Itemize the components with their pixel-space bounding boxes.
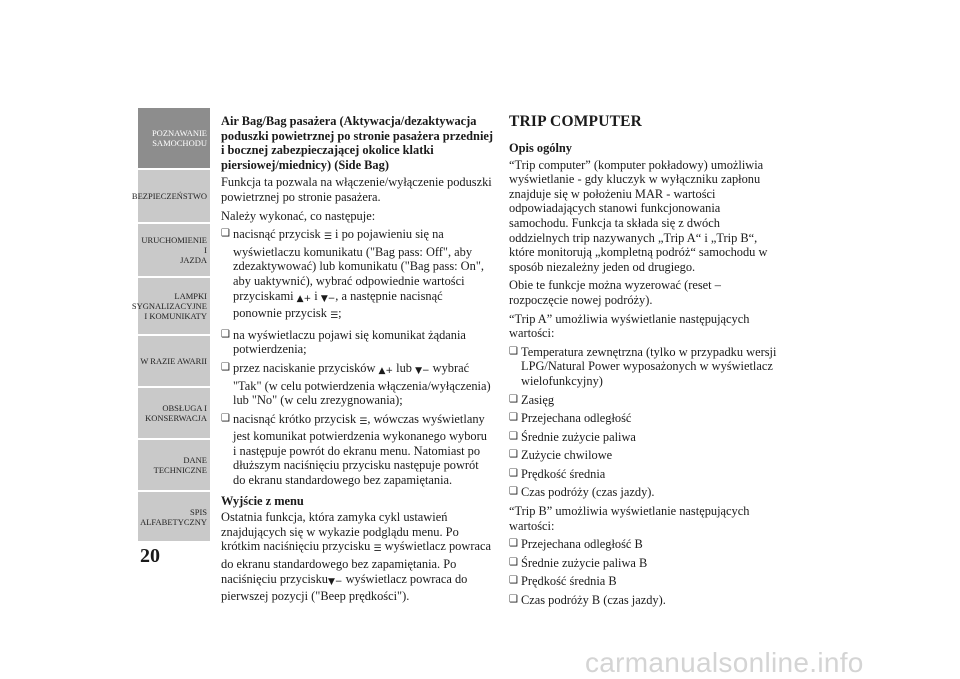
trip-b-intro: “Trip B” umożliwia wyświetlanie następujących wartości: <box>509 504 750 533</box>
tab-poznawanie-samochodu[interactable]: POZNAWANIE SAMOCHODU <box>138 108 210 168</box>
airbag-instruction: Należy wykonać, co następuje: <box>221 208 376 223</box>
trip-a-list <box>509 345 781 500</box>
tab-w-razie-awarii[interactable]: W RAZIE AWARII <box>138 336 210 386</box>
menu-button-icon: ☰ <box>373 544 382 555</box>
list-item: ❑ Średnie zużycie paliwa <box>509 430 781 445</box>
trip-b-list <box>509 537 781 607</box>
up-plus-button-icon: ▲+ <box>378 365 394 376</box>
list-item: ❑ Prędkość średnia B <box>509 574 781 589</box>
down-minus-button-icon: ▼− <box>328 576 343 587</box>
trip-computer-title: TRIP COMPUTER <box>509 113 643 130</box>
tab-bezpieczenstwo[interactable]: BEZPIECZEŃSTWO <box>138 170 210 222</box>
general-description-heading: Opis ogólny <box>509 141 573 155</box>
list-item: ❑ przez naciskanie przycisków ▲+ lub ▼− wybrać "Tak" (w celu potwierdzenia włączenia/wyłączenia) lub "No" (w celu zrezygnowania); <box>221 361 493 408</box>
list-item: ❑ Zasięg <box>509 393 781 408</box>
menu-button-icon: ☰ <box>330 311 339 322</box>
exit-menu-text: Ostatnia funkcja, która zamyka cykl ustawień znajdujących się w wykazie podglądu menu. Po krótkim naciśnięciu przycisku ☰ wyświetlacz powraca do ekranu standardowego bez zapamiętania. Po naciśnięciu przycisku▼− wyświetlacz powraca do pierwszej pozycji ("Beep prędkości"). <box>221 510 491 604</box>
chapter-sidebar <box>131 108 210 541</box>
list-item: ❑ Czas podróży (czas jazdy). <box>509 485 781 500</box>
menu-button-icon: ☰ <box>359 416 368 427</box>
list-item: ❑ na wyświetlaczu pojawi się komunikat żądania potwierdzenia; <box>221 328 493 357</box>
list-item: ❑ Zużycie chwilowe <box>509 448 781 463</box>
list-item: ❑ Przejechana odległość B <box>509 537 781 552</box>
tab-obsluga-i-konserwacja[interactable]: OBSŁUGA I KONSERWACJA <box>138 388 210 438</box>
down-minus-button-icon: ▼− <box>320 293 336 304</box>
tab-spis-alfabetyczny[interactable]: SPIS ALFABETYCZNY <box>138 492 210 541</box>
list-item: ❑ Średnie zużycie paliwa B <box>509 556 781 571</box>
tab-lampki-sygnalizacyjne[interactable]: LAMPKI SYGNALIZACYJNE I KOMUNIKATY <box>138 278 210 334</box>
list-item: ❑ Przejechana odległość <box>509 411 781 426</box>
page-number: 20 <box>140 545 160 567</box>
tab-uruchomienie-i-jazda[interactable]: URUCHOMIENIE I JAZDA <box>138 224 210 276</box>
menu-button-icon: ☰ <box>323 232 332 243</box>
trip-computer-description: “Trip computer” (komputer pokładowy) umożliwia wyświetlanie - gdy kluczyk w wyłączniku zapłonu znajduje się w położeniu MAR - wartości odpowiadających stanowi funkcjonowania samochodu. Funkcja ta składa się z dwóch oddzielnych trip nazywanych „Trip A“ i „Trip B“, które monitorują „kompletną podróż“ samochodu w sposób niezależny jeden od drugiego. <box>509 157 768 274</box>
watermark: carmanualsonline.info <box>585 647 864 678</box>
list-item: ❑ nacisnąć przycisk ☰ i po pojawieniu się na wyświetlaczu komunikatu ("Bag pass: Off", aby zdezaktywować) lub komunikatu ("Bag pass: On", aby uaktywnić), wybrać odpowiednie wartości przyciskami ▲+ i ▼−, a następnie nacisnąć ponownie przycisk ☰; <box>221 227 493 324</box>
right-column <box>509 114 781 612</box>
down-minus-button-icon: ▼− <box>415 365 430 376</box>
list-item: ❑ Prędkość średnia <box>509 467 781 482</box>
list-item: ❑ Czas podróży B (czas jazdy). <box>509 593 781 608</box>
airbag-heading: Air Bag/Bag pasażera (Aktywacja/dezaktywacja poduszki powietrznej po stronie pasażera przedniej i bocznej zabezpieczającej okolice klatki piersiowej/miednicy) (Side Bag) <box>221 114 494 172</box>
exit-menu-heading: Wyjście z menu <box>221 493 304 508</box>
tab-dane-techniczne[interactable]: DANE TECHNICZNE <box>138 440 210 490</box>
list-item: ❑ nacisnąć krótko przycisk ☰, wówczas wyświetlany jest komunikat potwierdzenia wykonanego wyboru i następuje powrót do ekranu menu. Natomiast po dłuższym naciśnięciu przycisku następuje powrót do ekranu standardowego bez zapamiętania. <box>221 412 493 488</box>
reset-description: Obie te funkcje można wyzerować (reset – rozpoczęcie nowej podróży). <box>509 278 721 307</box>
left-column <box>221 114 493 608</box>
trip-a-intro: “Trip A” umożliwia wyświetlanie następujących wartości: <box>509 311 750 341</box>
up-plus-button-icon: ▲+ <box>296 293 312 304</box>
airbag-intro: Funkcja ta pozwala na włączenie/wyłączenie poduszki powietrznej po stronie pasażera. <box>221 175 492 204</box>
list-item: ❑ Temperatura zewnętrzna (tylko w przypadku wersji LPG/Natural Power wyposażonych w wyświetlacz wielofunkcyjny) <box>509 345 781 389</box>
